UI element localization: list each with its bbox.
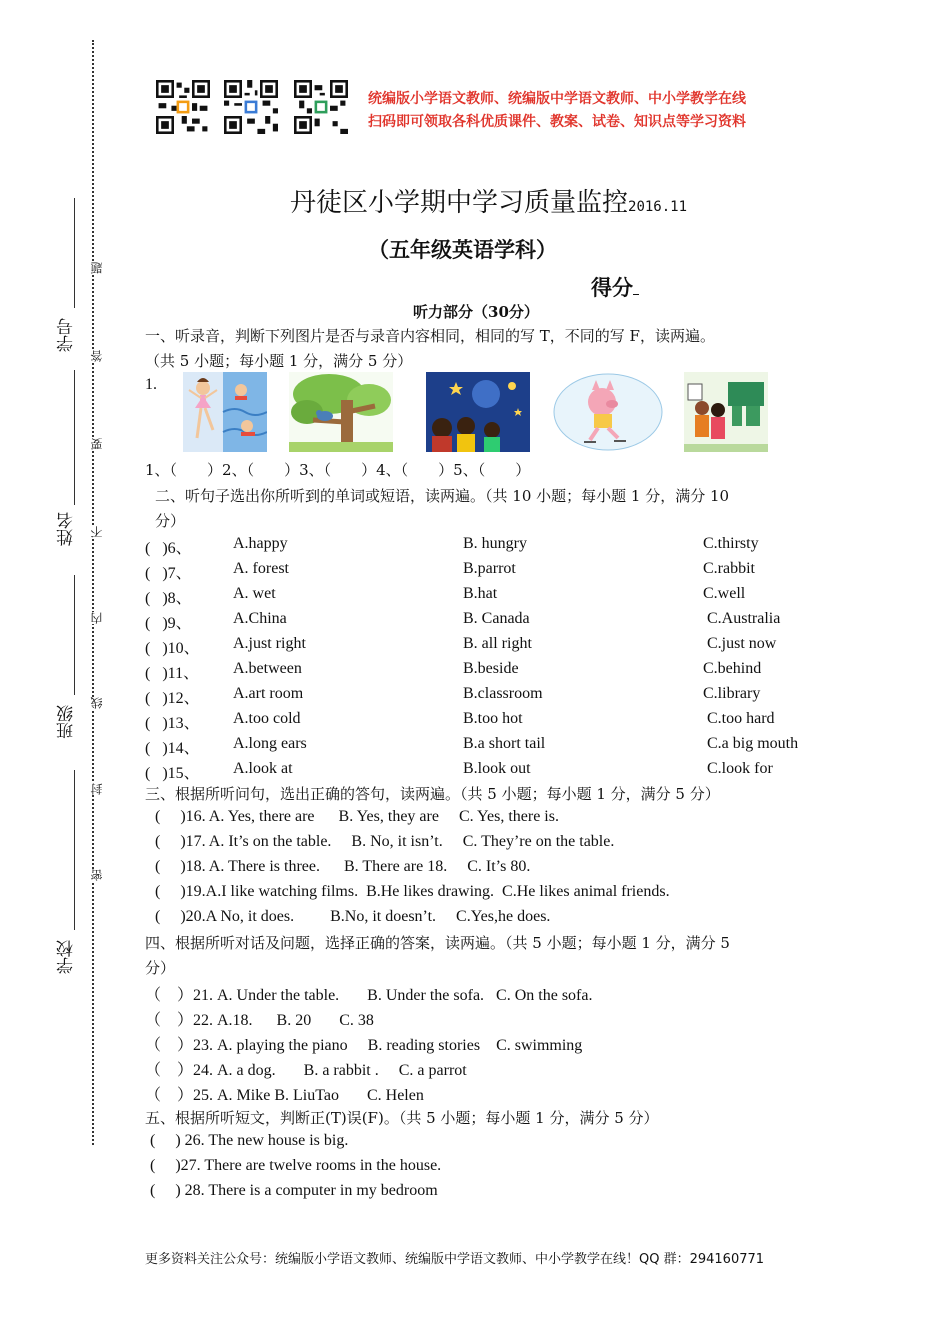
answer-option[interactable]: C.look for (707, 760, 773, 777)
answer-option[interactable]: C.behind (703, 660, 762, 677)
score-label: 得分 (591, 272, 639, 302)
question-number[interactable]: ( )9、 (145, 615, 192, 632)
answer-option[interactable]: A.too cold (233, 710, 301, 727)
answer-option[interactable]: B.beside (463, 660, 519, 677)
student-number-blank[interactable] (74, 198, 75, 308)
question-row[interactable]: （ ）25. A. Mike B. LiuTao C. Helen (145, 1087, 424, 1104)
answer-option[interactable]: B. hungry (463, 535, 527, 552)
part1-answer-blanks[interactable]: 1、（ ）2、（ ）3、（ ）4、（ ）5、（ ） (145, 461, 531, 479)
seal-char: 题 (90, 262, 104, 274)
qr-code-icon[interactable] (156, 80, 210, 134)
question-number[interactable]: ( )10、 (145, 640, 200, 657)
title-date: 2016.11 (628, 199, 688, 215)
binding-dotted-line (92, 40, 94, 1145)
part2-instruction: 分） (155, 512, 186, 530)
picture-label: 1. (145, 376, 157, 393)
picture-bird-tree (289, 372, 393, 452)
part3-instruction: 三、根据所听问句，选出正确的答句，读两遍。（共 5 小题；每小题 1 分，满分 5 分） (145, 785, 720, 803)
answer-option[interactable]: B.hat (463, 585, 498, 602)
question-number[interactable]: ( )13、 (145, 715, 200, 732)
section-heading: 听力部分（30分） (413, 303, 539, 321)
answer-option[interactable]: C.thirsty (703, 535, 759, 552)
picture-ballet-swimming (183, 372, 267, 452)
name-label: 姓名 (57, 512, 77, 546)
answer-option[interactable]: A.China (233, 610, 287, 627)
question-row[interactable]: （ ）23. A. playing the piano B. reading stories C. swimming (145, 1037, 583, 1054)
question-number[interactable]: ( )12、 (145, 690, 200, 707)
picture-pig-skating (552, 372, 664, 452)
answer-option[interactable]: A.long ears (233, 735, 307, 752)
question-row[interactable]: ( )18. A. There is three. B. There are 18. C. It’s 80. (155, 858, 531, 875)
answer-option[interactable]: A.look at (233, 760, 293, 777)
seal-char: 密 (90, 869, 104, 881)
seal-char: 答 (90, 350, 104, 362)
student-number-label: 学号 (57, 318, 77, 352)
answer-option[interactable]: C.just now (707, 635, 777, 652)
seal-char: 内 (90, 612, 104, 624)
qr-code-icon[interactable] (224, 80, 278, 134)
promo-line: 扫码即可领取各科优质课件、教案、试卷、知识点等学习资料 (368, 114, 746, 130)
question-number[interactable]: ( )14、 (145, 740, 200, 757)
part1-instruction: 一、听录音，判断下列图片是否与录音内容相同，相同的写 T，不同的写 F，读两遍。 (145, 327, 715, 345)
picture-family-watching-stars (426, 372, 530, 452)
school-label: 学校 (57, 940, 77, 974)
question-number[interactable]: ( )11、 (145, 665, 200, 682)
page-title (290, 182, 687, 219)
answer-option[interactable]: A.just right (233, 635, 306, 652)
answer-option[interactable]: B.look out (463, 760, 531, 777)
question-number[interactable]: ( )6、 (145, 540, 192, 557)
question-row[interactable]: ( ) 26. The new house is big. (150, 1132, 349, 1149)
part4-instruction: 分） (145, 959, 176, 977)
question-row[interactable]: ( )27. There are twelve rooms in the house. (150, 1157, 442, 1174)
question-row[interactable]: （ ）24. A. a dog. B. a rabbit . C. a parrot (145, 1062, 467, 1079)
answer-option[interactable]: A.happy (233, 535, 288, 552)
question-number[interactable]: ( )8、 (145, 590, 192, 607)
promo-line: 统编版小学语文教师、统编版中学语文教师、中小学教学在线 (368, 91, 746, 107)
answer-option[interactable]: A.art room (233, 685, 304, 702)
question-row[interactable]: （ ）21. A. Under the table. B. Under the sofa. C. On the sofa. (145, 987, 593, 1004)
question-row[interactable]: ( )16. A. Yes, there are B. Yes, they are C. Yes, there is. (155, 808, 559, 825)
part2-instruction: 二、听句子选出你所听到的单词或短语，读两遍。（共 10 小题；每小题 1 分，满分 10 (155, 487, 730, 505)
answer-option[interactable]: C.a big mouth (707, 735, 799, 752)
class-label: 班级 (57, 705, 77, 739)
part5-instruction: 五、根据所听短文，判断正(T)误(F)。（共 5 小题；每小题 1 分，满分 5 分） (145, 1109, 659, 1127)
page-footer: 更多资料关注公众号：统编版小学语文教师、统编版中学语文教师、中小学教学在线！QQ 群：294160771 (145, 1252, 765, 1267)
answer-option[interactable]: B.a short tail (463, 735, 546, 752)
answer-option[interactable]: A. forest (233, 560, 289, 577)
answer-option[interactable]: B. all right (463, 635, 532, 652)
answer-option[interactable]: C.well (703, 585, 746, 602)
school-blank[interactable] (74, 770, 75, 930)
question-row[interactable]: （ ）22. A.18. B. 20 C. 38 (145, 1012, 374, 1029)
question-row[interactable]: ( ) 28. There is a computer in my bedroom (150, 1182, 438, 1199)
answer-option[interactable]: C.too hard (707, 710, 775, 727)
seal-char: 封 (90, 783, 104, 795)
answer-option[interactable]: B. Canada (463, 610, 530, 627)
answer-option[interactable]: B.parrot (463, 560, 516, 577)
name-blank[interactable] (74, 370, 75, 505)
class-blank[interactable] (74, 575, 75, 695)
answer-option[interactable]: C.rabbit (703, 560, 755, 577)
seal-char: 要 (90, 438, 104, 450)
question-row[interactable]: ( )20.A No, it does. B.No, it doesn’t. C.Yes,he does. (155, 908, 551, 925)
question-row[interactable]: ( )17. A. It’s on the table. B. No, it isn’t. C. They’re on the table. (155, 833, 615, 850)
answer-option[interactable]: A. wet (233, 585, 276, 602)
answer-option[interactable]: B.classroom (463, 685, 543, 702)
part1-instruction: （共 5 小题；每小题 1 分，满分 5 分） (145, 352, 413, 370)
qr-code-icon[interactable] (294, 80, 348, 134)
picture-recycling-bins (684, 372, 768, 452)
seal-char: 不 (90, 526, 104, 538)
seal-char: 线 (90, 697, 104, 709)
question-number[interactable]: ( )7、 (145, 565, 192, 582)
page-subtitle: （五年级英语学科） (368, 238, 557, 262)
answer-option[interactable]: B.too hot (463, 710, 523, 727)
question-row[interactable]: ( )19.A.I like watching films. B.He likes drawing. C.He likes animal friends. (155, 883, 670, 900)
title-text: 丹徒区小学期中学习质量监控 (290, 188, 629, 218)
question-number[interactable]: ( )15、 (145, 765, 200, 782)
answer-option[interactable]: A.between (233, 660, 302, 677)
part4-instruction: 四、根据所听对话及问题，选择正确的答案，读两遍。（共 5 小题；每小题 1 分，满分 5 (145, 934, 730, 952)
answer-option[interactable]: C.Australia (707, 610, 781, 627)
answer-option[interactable]: C.library (703, 685, 761, 702)
